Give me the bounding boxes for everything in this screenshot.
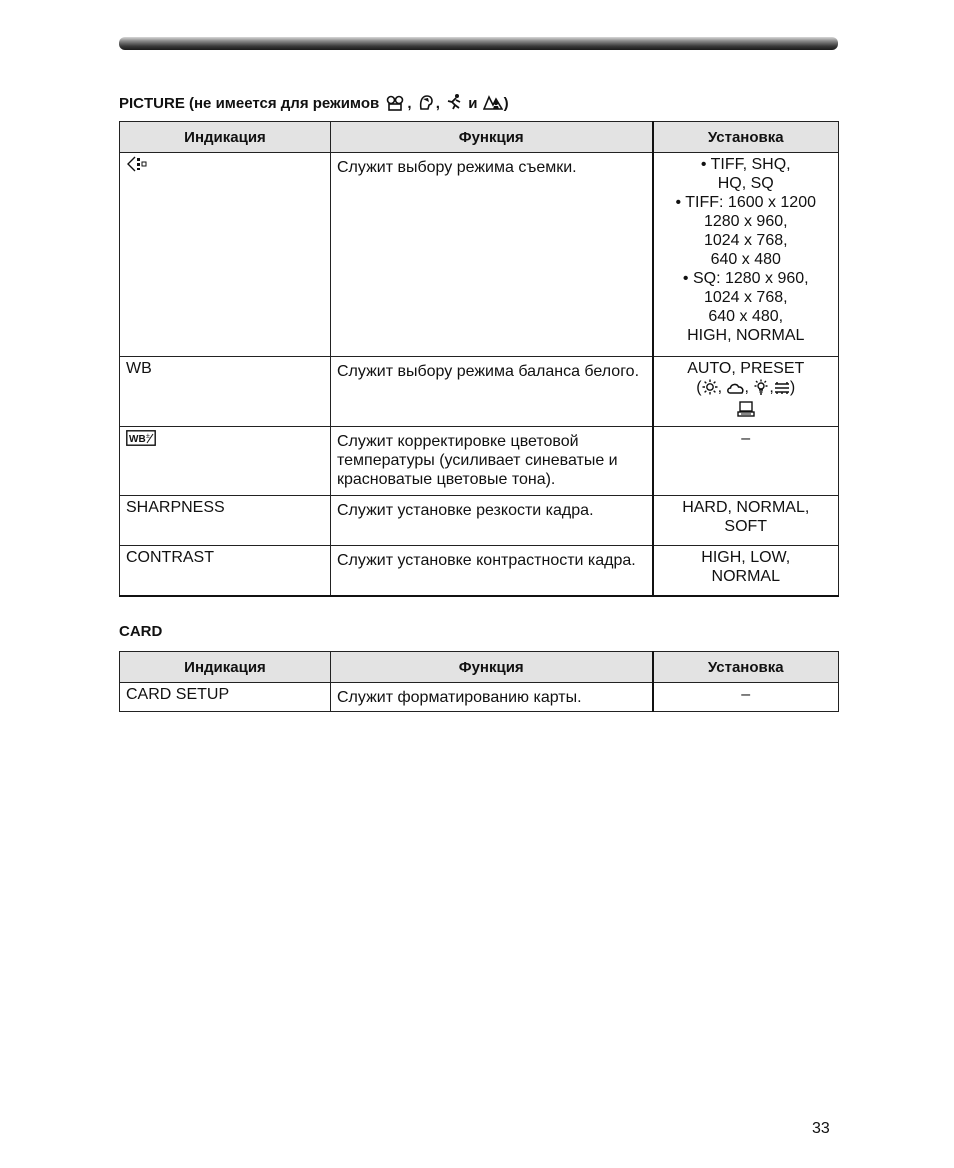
one-touch-wb-icon	[737, 401, 755, 422]
close-paren: )	[503, 95, 509, 112]
table-header-row	[120, 652, 839, 683]
setting-line: • TIFF, SHQ,	[700, 156, 791, 173]
setting-line: HQ, SQ	[717, 175, 774, 192]
sep: ,	[717, 379, 723, 396]
header-setting: Установка	[653, 652, 839, 683]
setting-line: 640 x 480	[710, 251, 781, 268]
record-mode-icon	[126, 155, 150, 178]
sunny-icon	[702, 379, 718, 400]
portrait-mode-icon	[417, 93, 435, 115]
table-row	[120, 496, 839, 546]
paren-open: (	[696, 379, 702, 396]
setting-line: 1024 x 768,	[703, 289, 788, 306]
indication-cell: SHARPNESS	[120, 496, 331, 546]
wb-presets-line	[660, 378, 833, 400]
setting-line: 1280 x 960,	[703, 213, 788, 230]
cloudy-icon	[727, 381, 745, 400]
fluorescent-icon	[774, 381, 790, 400]
function-cell: Служит корректировке цветовой температуры (усиливает синеватые и красноватые цветовые тона).	[331, 427, 653, 496]
sep: ,	[744, 379, 749, 396]
setting-cell	[653, 357, 839, 427]
movie-mode-icon	[384, 95, 406, 115]
paren-close: )	[789, 379, 796, 396]
setting-line: SOFT	[724, 518, 768, 535]
setting-cell	[653, 153, 839, 357]
picture-table	[119, 121, 839, 597]
table-row	[120, 357, 839, 427]
setting-line: 640 x 480,	[708, 308, 784, 325]
setting-line: 1024 x 768,	[703, 232, 788, 249]
header-function: Функция	[331, 122, 653, 153]
setting-line: HARD, NORMAL,	[682, 499, 810, 516]
table-row	[120, 683, 839, 712]
setting-line: • TIFF: 1600 x 1200	[675, 194, 816, 211]
picture-section-title	[119, 93, 509, 115]
wb-compensation-icon	[126, 430, 156, 451]
setting-cell: –	[653, 683, 839, 712]
sep: ,	[769, 379, 774, 396]
sep-1: ,	[407, 95, 412, 112]
setting-cell	[653, 546, 839, 596]
header-bar	[119, 37, 838, 50]
setting-cell	[653, 496, 839, 546]
header-indication: Индикация	[120, 652, 331, 683]
svg-text:WB: WB	[129, 434, 146, 445]
page-number: 33	[812, 1120, 830, 1137]
function-cell: Служит форматированию карты.	[331, 683, 653, 712]
tungsten-icon	[753, 379, 769, 400]
picture-title-text: PICTURE (не имеется для режимов	[119, 95, 380, 112]
setting-line: HIGH, NORMAL	[687, 327, 805, 344]
indication-cell: CONTRAST	[120, 546, 331, 596]
setting-cell: –	[653, 427, 839, 496]
setting-line: HIGH, LOW,	[701, 549, 791, 566]
sep-2: ,	[435, 95, 440, 112]
and-word: и	[468, 95, 478, 112]
sport-mode-icon	[445, 93, 463, 115]
table-row	[120, 546, 839, 596]
function-cell: Служит установке контрастности кадра.	[331, 546, 653, 596]
card-section-title: CARD	[119, 623, 163, 640]
svg-text:±: ±	[146, 433, 150, 440]
card-table	[119, 651, 839, 712]
table-row	[120, 427, 839, 496]
setting-line: • SQ: 1280 x 960,	[682, 270, 809, 287]
function-cell: Служит выбору режима съемки.	[331, 153, 653, 357]
header-function: Функция	[331, 652, 653, 683]
indication-cell	[120, 153, 331, 357]
function-cell: Служит установке резкости кадра.	[331, 496, 653, 546]
header-indication: Индикация	[120, 122, 331, 153]
landscape-portrait-mode-icon	[483, 93, 503, 115]
setting-line: NORMAL	[711, 568, 780, 585]
table-header-row	[120, 122, 839, 153]
table-row	[120, 153, 839, 357]
indication-cell	[120, 427, 331, 496]
setting-line: AUTO, PRESET	[687, 360, 805, 377]
indication-cell: WB	[120, 357, 331, 427]
header-setting: Установка	[653, 122, 839, 153]
indication-cell: CARD SETUP	[120, 683, 331, 712]
function-cell: Служит выбору режима баланса белого.	[331, 357, 653, 427]
one-touch-line	[660, 400, 833, 422]
